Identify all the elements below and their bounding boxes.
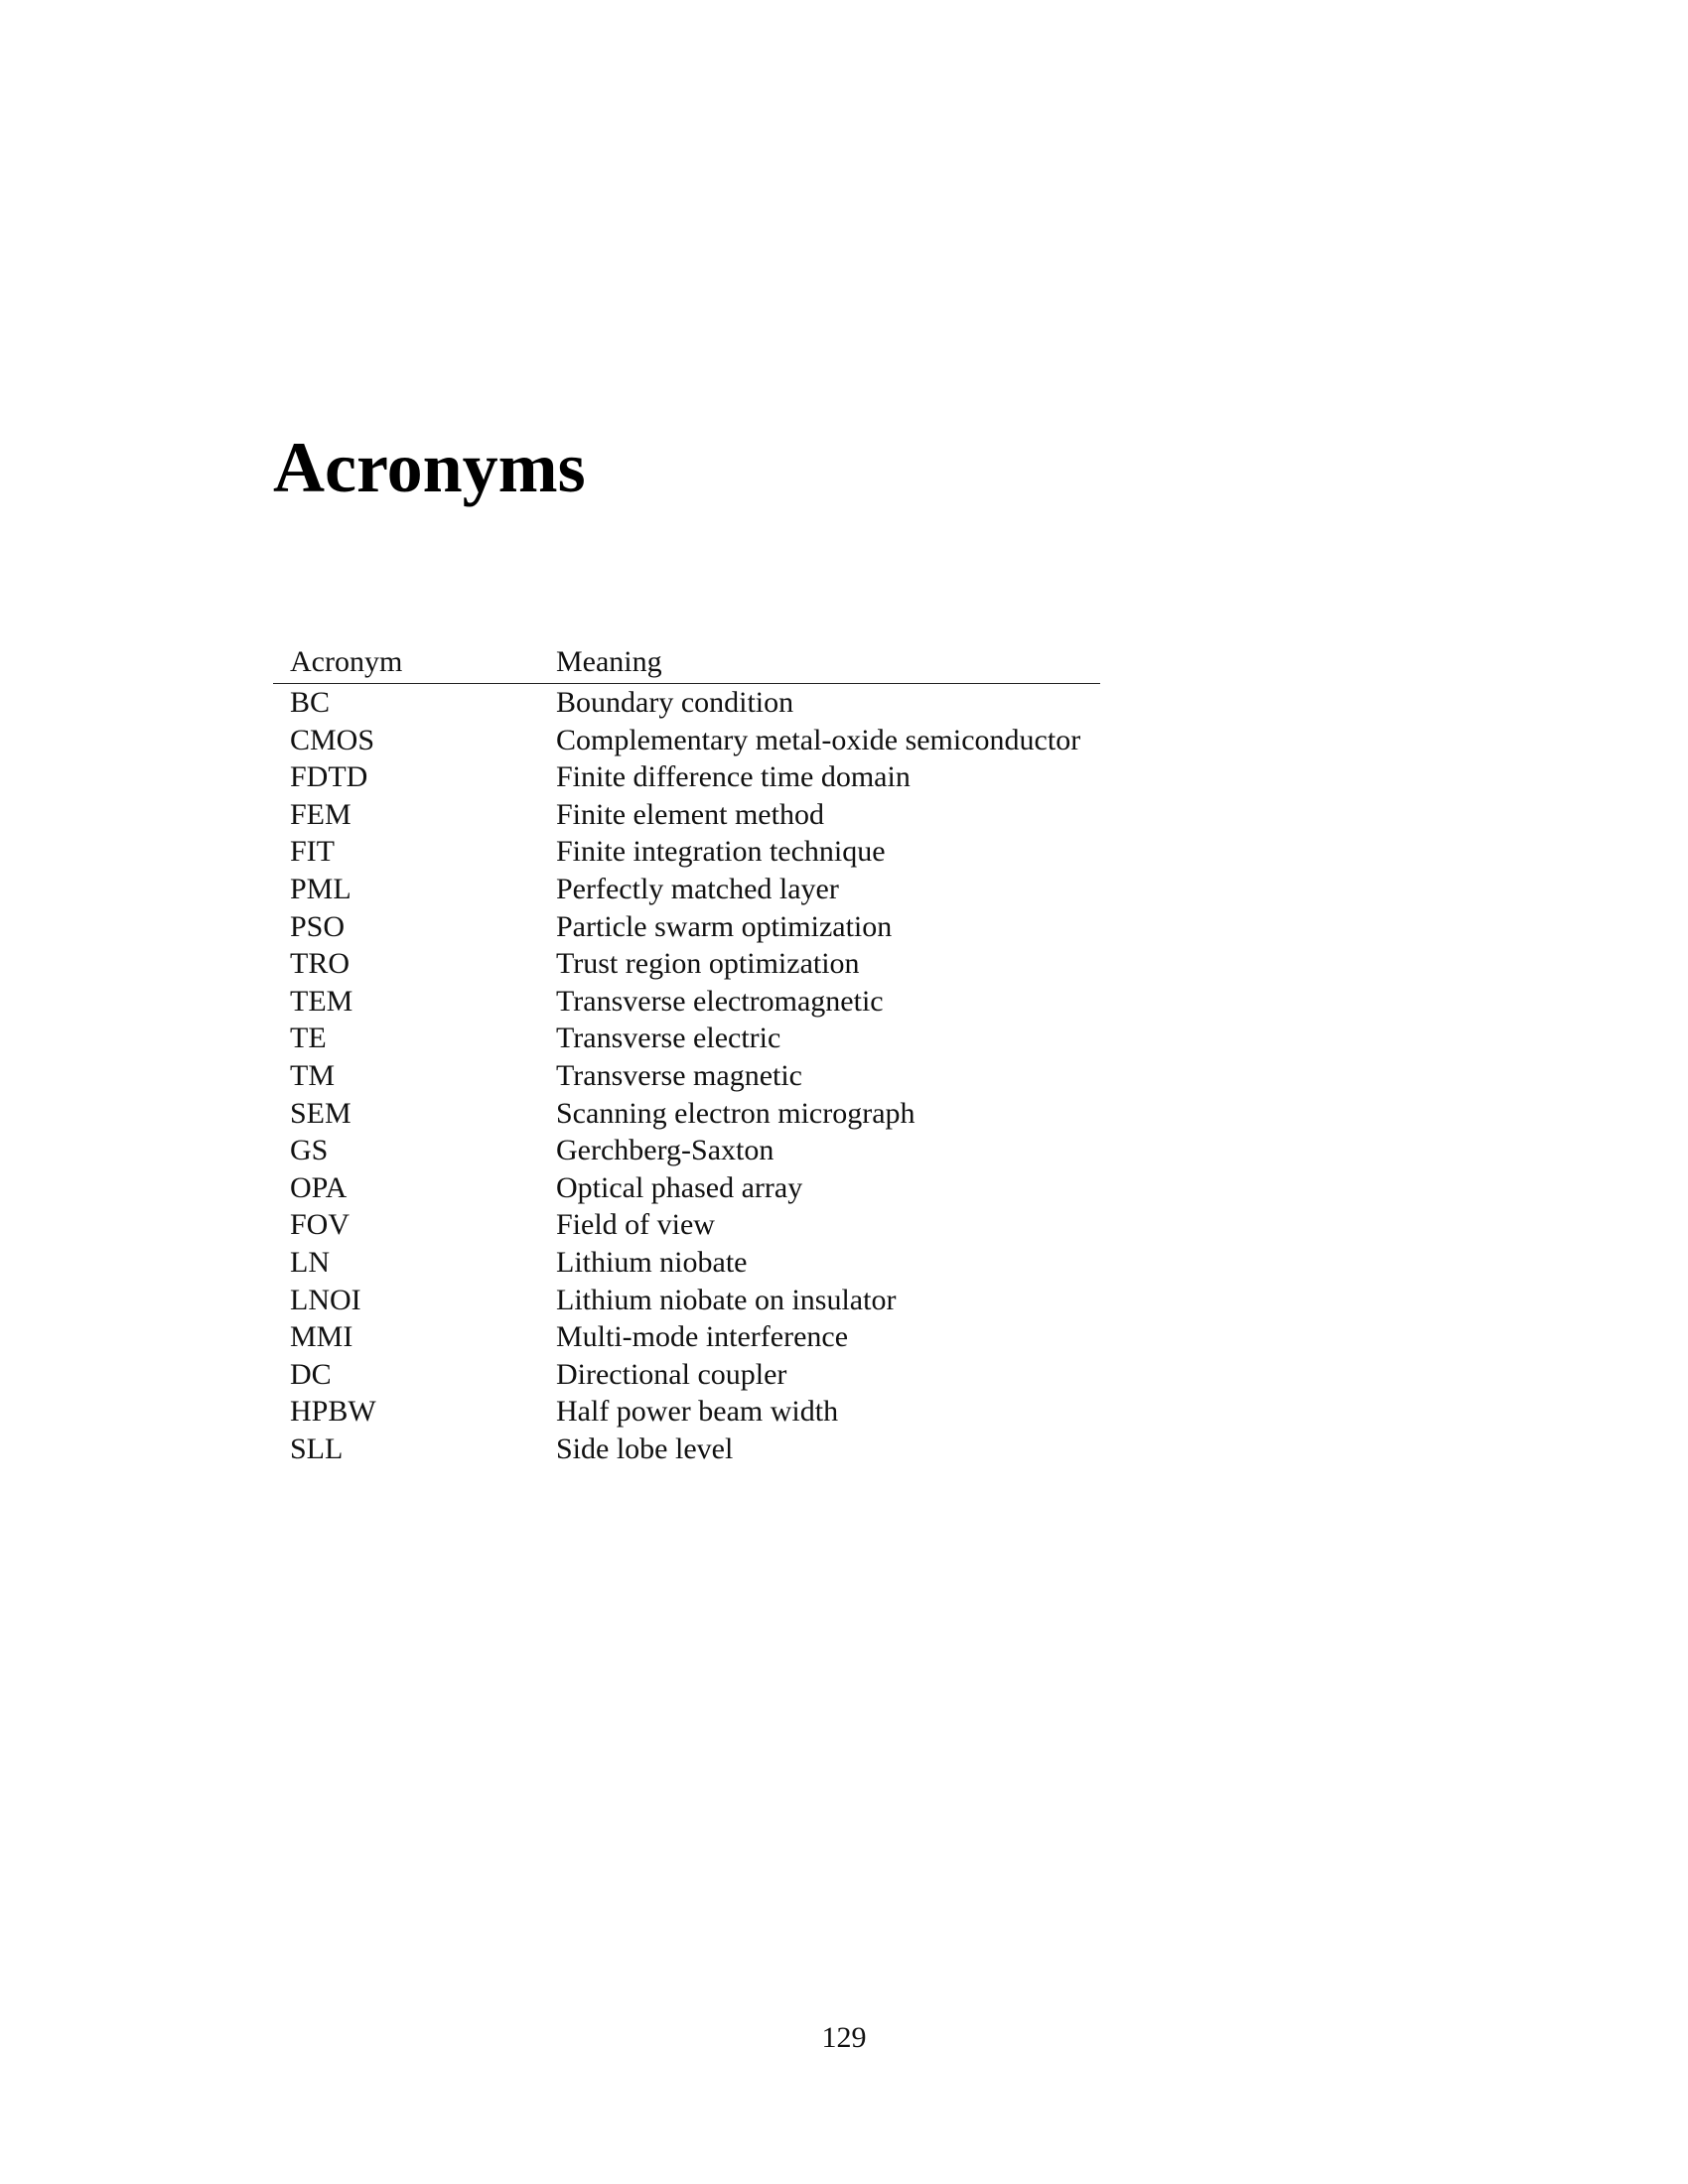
table-row <box>273 1206 1100 1244</box>
table-header-row <box>273 641 1100 684</box>
table-row <box>273 758 1100 796</box>
table-row <box>273 684 1100 722</box>
meaning-cell: Gerchberg-Saxton <box>556 1134 774 1167</box>
table-row <box>273 1169 1100 1207</box>
acronym-cell: FOV <box>290 1208 351 1242</box>
acronym-cell: TRO <box>290 947 350 981</box>
table-row <box>273 1393 1100 1431</box>
table-row <box>273 796 1100 834</box>
meaning-cell: Particle swarm optimization <box>556 909 893 943</box>
header-acronym: Acronym <box>273 641 556 684</box>
table-row <box>273 1244 1100 1282</box>
acronym-cell: TM <box>290 1058 335 1092</box>
meaning-cell: Finite difference time domain <box>556 760 911 794</box>
table-row <box>273 1431 1100 1468</box>
acronym-cell: SEM <box>290 1096 352 1130</box>
acronym-cell: LN <box>290 1245 330 1279</box>
acronym-cell: BC <box>290 686 331 719</box>
acronym-cell: CMOS <box>290 723 375 756</box>
meaning-cell: Finite integration technique <box>556 835 886 869</box>
meaning-cell: Transverse electric <box>556 1022 781 1055</box>
acronym-cell: OPA <box>290 1170 348 1204</box>
header-meaning: Meaning <box>556 641 1100 684</box>
acronym-cell: FDTD <box>290 760 368 794</box>
acronym-cell: SLL <box>290 1432 344 1465</box>
table-row <box>273 1095 1100 1133</box>
acronym-cell: FIT <box>290 835 335 869</box>
meaning-cell: Side lobe level <box>556 1432 734 1465</box>
page-title: Acronyms <box>273 428 586 507</box>
meaning-cell: Multi-mode interference <box>556 1320 849 1354</box>
table-row <box>273 1282 1100 1319</box>
meaning-cell: Lithium niobate <box>556 1245 748 1279</box>
acronym-table <box>273 641 1100 1467</box>
meaning-cell: Finite element method <box>556 797 824 831</box>
table-body <box>273 684 1100 1468</box>
acronym-cell: LNOI <box>290 1283 361 1316</box>
meaning-cell: Complementary metal-oxide semiconductor <box>556 723 1081 756</box>
table-row <box>273 1356 1100 1394</box>
acronym-cell: PML <box>290 872 352 905</box>
meaning-cell: Perfectly matched layer <box>556 872 839 905</box>
page-number: 129 <box>821 2021 867 2054</box>
acronym-cell: TE <box>290 1022 327 1055</box>
table-row <box>273 945 1100 983</box>
table-row <box>273 908 1100 946</box>
table-row <box>273 1057 1100 1095</box>
acronym-cell: TEM <box>290 984 353 1018</box>
acronym-cell: GS <box>290 1134 329 1167</box>
meaning-cell: Optical phased array <box>556 1170 803 1204</box>
meaning-cell: Lithium niobate on insulator <box>556 1283 897 1316</box>
meaning-cell: Boundary condition <box>556 686 794 719</box>
meaning-cell: Directional coupler <box>556 1357 787 1391</box>
table-row <box>273 833 1100 871</box>
meaning-cell: Transverse electromagnetic <box>556 984 884 1018</box>
meaning-cell: Trust region optimization <box>556 947 860 981</box>
table-row <box>273 983 1100 1021</box>
acronym-cell: DC <box>290 1357 332 1391</box>
meaning-cell: Field of view <box>556 1208 715 1242</box>
meaning-cell: Scanning electron micrograph <box>556 1096 915 1130</box>
acronym-cell: PSO <box>290 909 346 943</box>
table-row <box>273 722 1100 759</box>
table-row <box>273 1020 1100 1057</box>
acronym-cell: HPBW <box>290 1395 376 1429</box>
table-row <box>273 1132 1100 1169</box>
meaning-cell: Half power beam width <box>556 1395 839 1429</box>
meaning-cell: Transverse magnetic <box>556 1058 802 1092</box>
acronym-cell: FEM <box>290 797 352 831</box>
table-row <box>273 871 1100 908</box>
acronym-cell: MMI <box>290 1320 353 1354</box>
table-row <box>273 1318 1100 1356</box>
